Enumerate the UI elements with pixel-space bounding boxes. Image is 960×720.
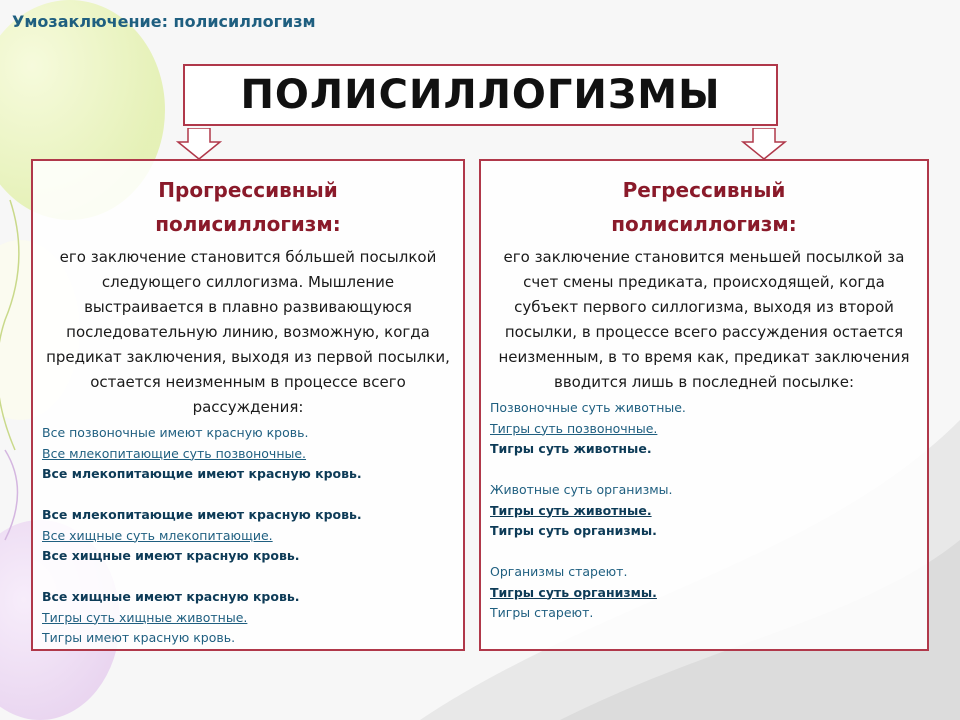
regressive-panel bbox=[479, 159, 929, 651]
progressive-description: его заключение становится бо́льшей посылкой следующего силлогизма. Мышление выстраивается в плавно развивающуюся последовательную линию, возможную, когда предикат заключения, выходя из первой посылки, остается неизменным в процессе всего рассуждения: bbox=[46, 248, 450, 416]
progressive-title bbox=[33, 173, 463, 241]
main-title: ПОЛИСИЛЛОГИЗМЫ bbox=[240, 72, 721, 118]
slide-header: Умозаключение: полисиллогизм bbox=[12, 12, 316, 31]
example-conclusion: Тигры имеют красную кровь. bbox=[42, 630, 236, 645]
example-line: Все млекопитающие суть позвоночные. bbox=[42, 445, 307, 461]
regressive-examples bbox=[481, 398, 927, 624]
example-spacer bbox=[490, 460, 918, 481]
example-line: Позвоночные суть животные. bbox=[490, 400, 686, 415]
example-conclusion: Тигры стареют. bbox=[490, 605, 594, 620]
example-conclusion: Все млекопитающие имеют красную кровь. bbox=[42, 466, 362, 481]
example-spacer bbox=[42, 567, 454, 588]
example-line: Тигры суть организмы. bbox=[490, 584, 657, 600]
example-line: Животные суть организмы. bbox=[490, 482, 673, 497]
regressive-title-line1: Регрессивный bbox=[622, 178, 786, 202]
example-line: Все позвоночные имеют красную кровь. bbox=[42, 425, 309, 440]
example-line: Все млекопитающие имеют красную кровь. bbox=[42, 507, 362, 522]
progressive-panel bbox=[31, 159, 465, 651]
example-spacer bbox=[42, 485, 454, 506]
example-conclusion: Тигры суть организмы. bbox=[490, 523, 657, 538]
example-conclusion: Тигры суть животные. bbox=[490, 441, 652, 456]
example-line: Тигры суть животные. bbox=[490, 502, 652, 518]
regressive-title bbox=[481, 173, 927, 241]
example-line: Организмы стареют. bbox=[490, 564, 628, 579]
progressive-examples bbox=[33, 423, 463, 649]
regressive-description: его заключение становится меньшей посылкой за счет смены предиката, происходящей, когда субъект первого силлогизма, выходя из второй посылки, в процессе всего рассуждения остается неизменным, в то время как, предикат заключения вводится лишь в последней посылке: bbox=[498, 248, 910, 391]
example-line: Все хищные суть млекопитающие. bbox=[42, 527, 273, 543]
progressive-title-line2: полисиллогизм: bbox=[155, 212, 341, 236]
example-line: Тигры суть хищные животные. bbox=[42, 609, 248, 625]
example-spacer bbox=[490, 542, 918, 563]
main-title-box bbox=[183, 64, 778, 126]
example-line: Все хищные имеют красную кровь. bbox=[42, 589, 300, 604]
example-conclusion: Все хищные имеют красную кровь. bbox=[42, 548, 300, 563]
progressive-title-line1: Прогрессивный bbox=[158, 178, 338, 202]
arrow-down-right-icon bbox=[741, 128, 787, 160]
regressive-title-line2: полисиллогизм: bbox=[611, 212, 797, 236]
example-line: Тигры суть позвоночные. bbox=[490, 420, 658, 436]
arrow-down-left-icon bbox=[176, 128, 222, 160]
